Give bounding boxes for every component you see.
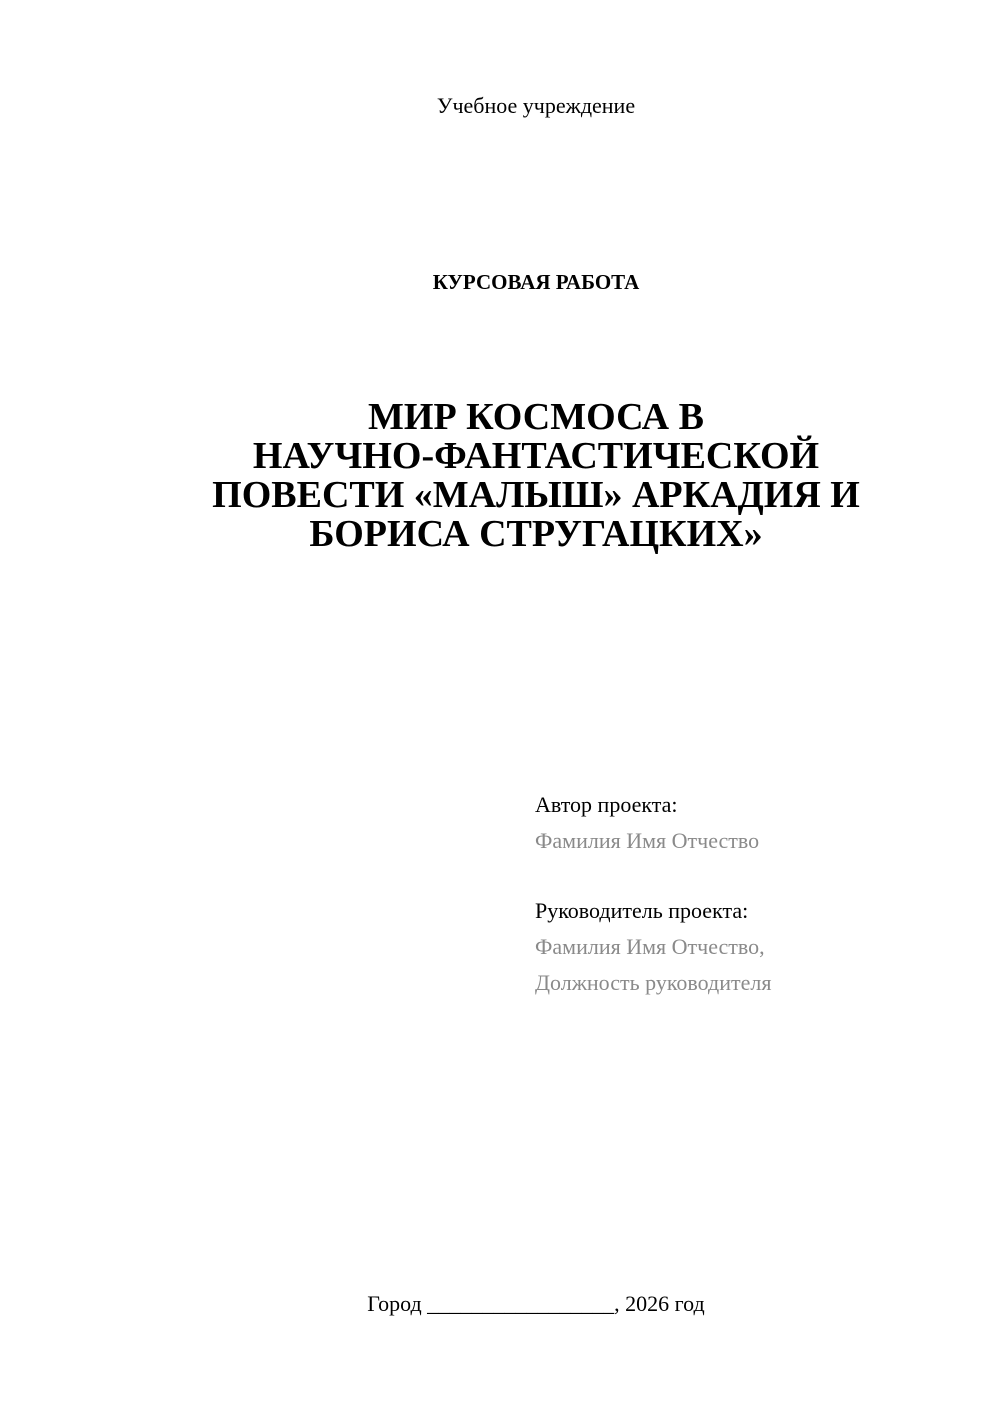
work-type-heading: КУРСОВАЯ РАБОТА — [432, 270, 640, 294]
author-name: Фамилия Имя Отчество — [535, 828, 760, 853]
title-line: МИР КОСМОСА В — [368, 396, 704, 438]
author-label: Автор проекта: — [535, 792, 678, 817]
title-line: БОРИСА СТРУГАЦКИХ» — [309, 513, 763, 555]
supervisor-position: Должность руководителя — [535, 970, 772, 995]
supervisor-label: Руководитель проекта: — [535, 898, 749, 923]
supervisor-name: Фамилия Имя Отчество, — [535, 934, 765, 959]
institution-name: Учебное учреждение — [436, 93, 636, 118]
city-year-footer: Город _________________, 2026 год — [367, 1291, 705, 1316]
title-line: НАУЧНО-ФАНТАСТИЧЕСКОЙ — [252, 435, 820, 477]
document-title — [190, 398, 882, 554]
supervisor-block — [535, 893, 975, 1001]
title-line: ПОВЕСТИ «МАЛЫШ» АРКАДИЯ И — [212, 474, 860, 516]
author-block — [535, 787, 975, 859]
